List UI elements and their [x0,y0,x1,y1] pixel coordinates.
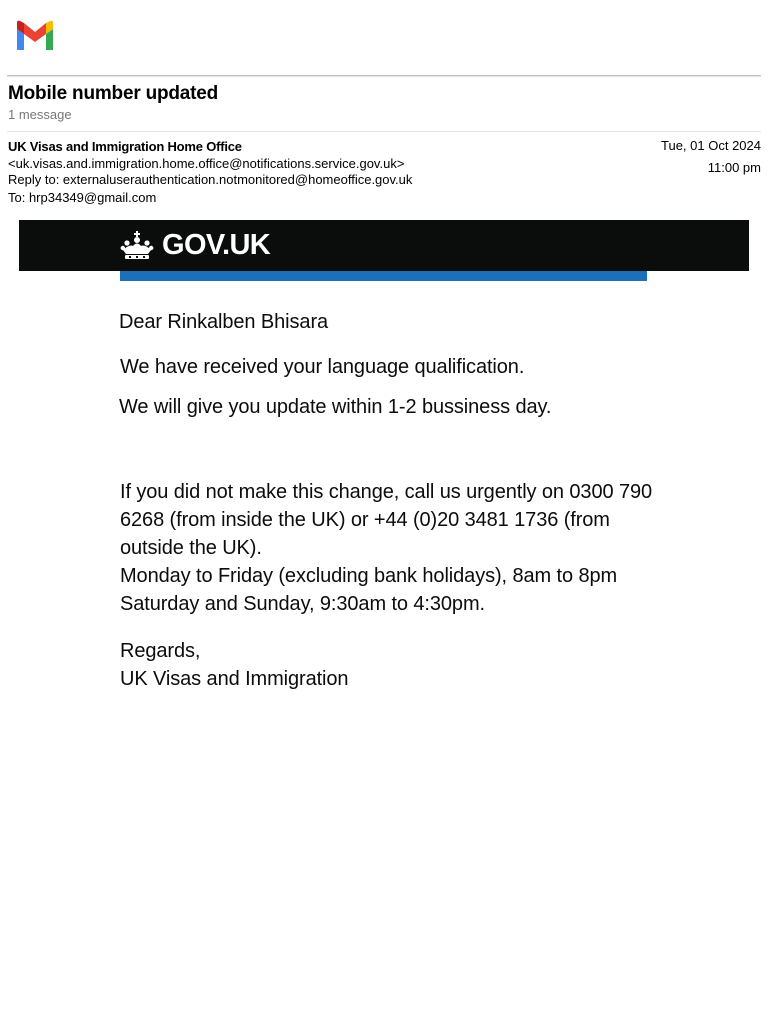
email-date: Tue, 01 Oct 2024 [661,138,761,153]
email-time: 11:00 pm [707,160,761,175]
gmail-logo-icon [14,20,56,52]
recipient: To: hrp34349@gmail.com [8,190,157,205]
sign-off [120,637,660,693]
greeting: Dear Rinkalben Bhisara [119,311,329,333]
govuk-brand[interactable] [120,228,270,262]
opening-hours-weekday: Monday to Friday (excluding bank holidays), 8am to 8pm [120,565,618,587]
email-subject: Mobile number updated [8,83,219,104]
subject-divider [7,131,761,132]
contact-info: If you did not make this change, call us urgently on 0300 790 6268 (from inside the UK) or +44 (0)20 3481 1736 (from outside the UK). [120,481,653,559]
govuk-wordmark: GOV.UK [162,229,271,261]
email-timestamp [661,135,761,179]
sender-name: UK Visas and Immigration Home Office [8,139,242,154]
banner-accent-bar [120,271,647,281]
govuk-banner [19,220,749,271]
regards-text: Regards, [120,640,201,662]
sender-email: <uk.visas.and.immigration.home.office@notifications.service.gov.uk> [8,156,405,171]
body-paragraph-2: We will give you update within 1-2 bussiness day. [119,396,552,418]
signature: UK Visas and Immigration [120,668,349,690]
contact-paragraph [120,478,660,618]
reply-to: Reply to: externaluserauthentication.notmonitored@homeoffice.gov.uk [8,172,413,187]
body-paragraph-1: We have received your language qualification. [120,356,525,378]
opening-hours-weekend: Saturday and Sunday, 9:30am to 4:30pm. [120,593,485,615]
message-count: 1 message [8,107,72,122]
crown-icon [120,230,154,260]
header-divider [7,75,761,77]
